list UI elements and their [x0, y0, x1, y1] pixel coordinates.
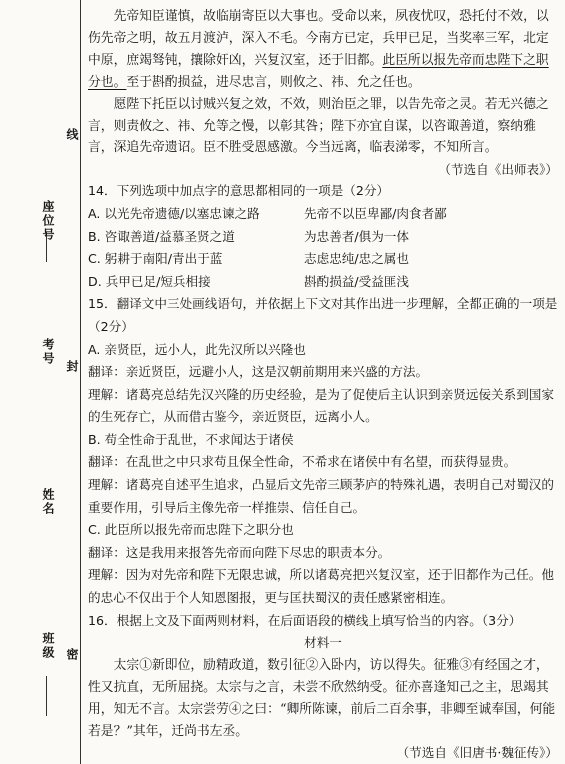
passage-paragraph-2: 愿陛下托臣以讨贼兴复之效，不效，则治臣之罪，以告先帝之灵。若无兴德之言，则责攸之、祎、允等之慢，以彰其咎；陛下亦宜自谋，以咨诹善道，察纳雅言，深追先帝遗诏。臣不胜受恩感激。今当远离，临表涕零，不知所言。 [88, 96, 549, 156]
class-label: 班级 [41, 632, 55, 660]
binding-margin [0, 0, 86, 764]
q14-stem: 14．下列选项中加点字的意思都相同的一项是（2分） [88, 183, 390, 199]
q15-a-understanding: 理解：诸葛亮总结先汉兴隆的历史经验，是为了促使后主认识到亲贤远佞关系到国家的生死存亡，从而借古鉴今，亲近贤臣，远离小人。 [88, 386, 554, 425]
q14-option-d: D. 兵甲已足/短兵相接 斟酌损益/受益匪浅 [88, 273, 409, 289]
seat-number-label: 座位号 [41, 200, 55, 242]
q15-b-translation: 翻译：在乱世之中只求苟且保全性命，不希求在诸侯中有名望，而获得显贵。 [88, 454, 517, 470]
seal-char-close: 密 [65, 648, 79, 662]
seal-char-seal: 封 [65, 360, 79, 374]
material-1-title: 材料一 [304, 635, 342, 651]
passage-paragraph-1: 先帝知臣谨慎，故临崩寄臣以大事也。受命以来，夙夜忧叹，恐托付不效，以伤先帝之明，故五月渡泸，深入不毛。今南方已定，兵甲已足，当奖率三军，北定中原，庶竭驽钝，攘除奸凶，兴复汉室，还于旧都。此臣所以报先帝而忠陛下之职分也。至于斟酌损益，进尽忠言，则攸之、祎、允之任也。 [88, 9, 549, 90]
material-1-text: 太宗①新即位，励精政道，数引征②入卧内，访以得失。征雅③有经国之才，性又抗直，无所屈挠。太宗与之言，未尝不欣然纳受。征亦喜逢知己之主，思竭其用，知无不言。太宗尝劳④之曰：“卿所陈谏，前后二百余事，非卿至诚奉国，何能若是？”其年，迁尚书左丞。 [88, 657, 556, 739]
q16-stem: 16．根据上文及下面两则材料，在后面语段的横线上填写恰当的内容。（3分） [88, 612, 522, 628]
underlined-sentence: 此臣所以报先帝而忠陛下之职分也。 [88, 52, 549, 90]
q15-a-translation: 翻译：亲近贤臣，远避小人，这是汉朝前期用来兴盛的方法。 [88, 364, 429, 380]
q15-stem: 15．翻译文中三处画线语句，并依据上下文对其作出进一步理解，全都正确的一项是（2分） [88, 296, 558, 334]
q15-b-title: B. 苟全性命于乱世，不求闻达于诸侯 [88, 431, 294, 447]
question-16 [88, 610, 558, 764]
q14-option-c: C. 躬耕于南阳/青出于蓝 志虑忠纯/忠之属也 [88, 251, 409, 267]
exam-content [88, 6, 558, 763]
question-15 [88, 293, 558, 609]
q14-option-b: B. 咨诹善道/益慕圣贤之道 为忠善者/俱为一体 [88, 228, 409, 244]
q15-b-understanding: 理解：诸葛亮自述平生追求，凸显后文先帝三顾茅庐的特殊礼遇，表明自己对蜀汉的重要作用，引导后主像先帝一样推崇、信任自己。 [88, 477, 554, 515]
material-1-source: （节选自《旧唐书·魏征传》） [396, 745, 558, 761]
q15-c-understanding: 理解：因为对先帝和陛下无限忠诚，所以诸葛亮把兴复汉室，还于旧都作为己任。他的忠心不仅出于个人知恩图报，更与匡扶蜀汉的责任感紧密相连。 [88, 567, 554, 606]
q15-a-title: A. 亲贤臣，远小人，此先汉所以兴隆也 [88, 341, 306, 357]
q14-option-a: A. 以光先帝遗德/以塞忠谏之路 先帝不以臣卑鄙/肉食者鄙 [88, 205, 447, 221]
q15-c-title: C. 此臣所以报先帝而忠陛下之职分也 [88, 522, 294, 538]
name-label: 姓名 [41, 488, 55, 516]
class-blank [46, 676, 47, 716]
seal-char-line: 线 [65, 128, 79, 142]
passage-source: （节选自《出师表》） [438, 162, 558, 178]
q15-c-translation: 翻译：这是我用来报答先帝而向陛下尽忠的职责本分。 [88, 544, 391, 560]
question-14 [88, 180, 558, 293]
exam-number-label: 考号 [41, 338, 55, 366]
